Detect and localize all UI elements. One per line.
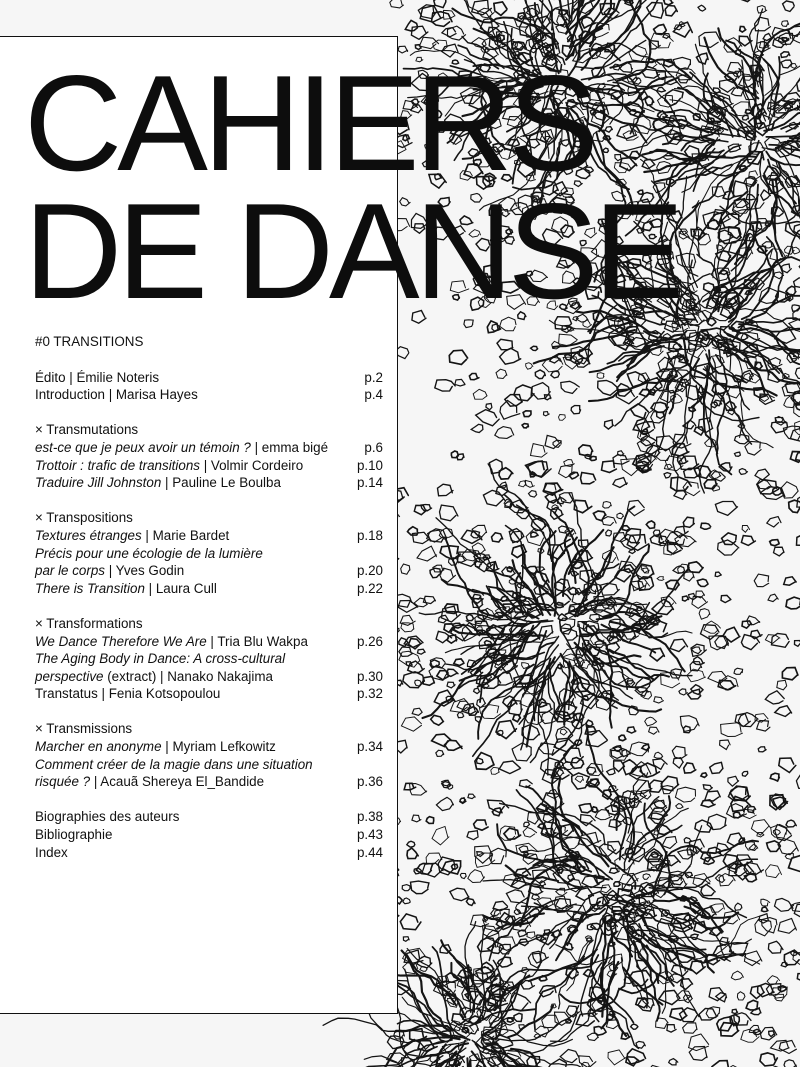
section-back-matter <box>35 808 383 861</box>
toc-entry: Transtatus | Fenia Kotsopoulou p.32 <box>35 686 383 702</box>
section-transformations <box>35 615 383 703</box>
page-number: p.43 <box>356 827 383 843</box>
page-number: p.2 <box>364 369 383 385</box>
page-number: p.30 <box>356 668 383 684</box>
toc-entry: Biographies des auteurs p.38 <box>35 809 383 825</box>
page-number: p.20 <box>356 563 383 579</box>
section-heading: × Transmutations <box>35 422 139 438</box>
page-number: p.4 <box>364 387 383 403</box>
title-line-1: CAHIERS <box>24 47 594 199</box>
toc-entry: est-ce que je peux avoir un témoin ? | emma bigé p.6 <box>35 439 383 455</box>
page-number: p.34 <box>356 739 383 755</box>
table-of-contents <box>35 333 383 879</box>
section-heading: × Transformations <box>35 615 143 631</box>
page-number: p.32 <box>356 686 383 702</box>
toc-entry-multiline: Précis pour une écologie de la lumière par le corps | Yves Godin p.20 <box>35 545 383 579</box>
section-transmissions <box>35 720 383 790</box>
section-intro <box>35 369 383 404</box>
toc-entry-multiline: Comment créer de la magie dans une situation risquée ? | Acauã Shereya El_Bandide p.36 <box>35 756 383 790</box>
toc-entry-multiline: The Aging Body in Dance: A cross-cultural perspective (extract) | Nanako Nakajima p.30 <box>35 651 383 684</box>
page-number: p.22 <box>356 580 383 596</box>
toc-entry: Marcher en anonyme | Myriam Lefkowitz p.34 <box>35 739 383 755</box>
toc-entry: Textures étranges | Marie Bardet p.18 <box>35 527 383 543</box>
page-number: p.6 <box>364 439 383 455</box>
page-number: p.18 <box>356 527 383 543</box>
title-line-2: DE DANSE <box>24 175 680 327</box>
toc-entry-introduction: Introduction | Marisa Hayes p.4 <box>35 387 383 403</box>
section-transmutations <box>35 421 383 491</box>
toc-entry: Index p.44 <box>35 844 383 860</box>
toc-entry: Traduire Jill Johnston | Pauline Le Boulba p.14 <box>35 475 383 491</box>
page-number: p.10 <box>356 457 383 473</box>
page-number: p.26 <box>356 633 383 649</box>
page-number: p.38 <box>356 809 383 825</box>
section-heading: × Transmissions <box>35 721 133 737</box>
toc-entry: We Dance Therefore We Are | Tria Blu Wakpa p.26 <box>35 633 383 649</box>
issue-label: #0 TRANSITIONS <box>35 334 144 349</box>
page-number: p.14 <box>356 475 383 491</box>
toc-entry: Trottoir : trafic de transitions | Volmir Cordeiro p.10 <box>35 457 383 473</box>
page-number: p.44 <box>356 844 383 860</box>
page-number: p.36 <box>356 774 383 790</box>
toc-entry-edito: Édito | Émilie Noteris p.2 <box>35 369 383 385</box>
section-transpositions <box>35 509 383 597</box>
toc-entry: Bibliographie p.43 <box>35 827 383 843</box>
toc-entry: There is Transition | Laura Cull p.22 <box>35 580 383 596</box>
section-heading: × Transpositions <box>35 510 133 526</box>
